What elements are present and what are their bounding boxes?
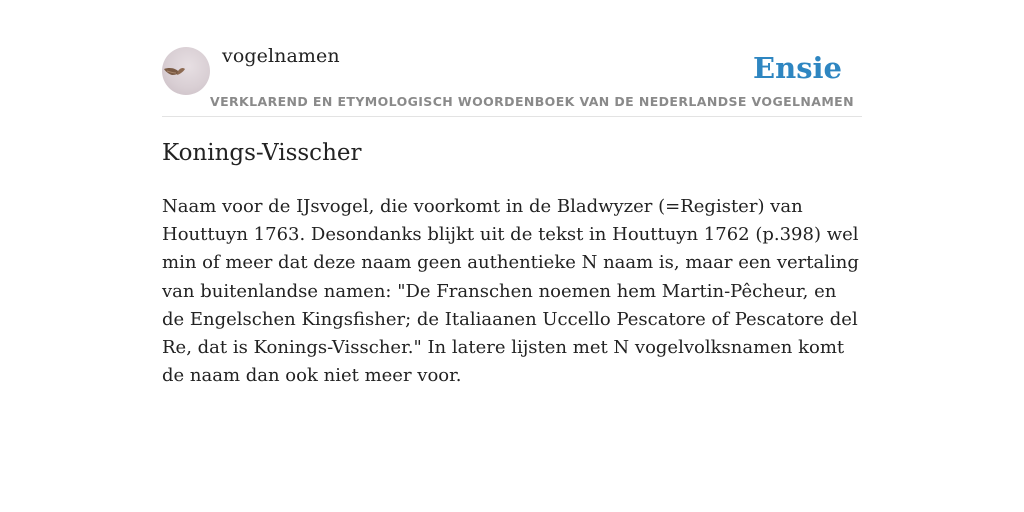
source-subtitle: VERKLAREND EN ETYMOLOGISCH WOORDENBOEK VAN DE NEDERLANDSE VOGELNAMEN	[210, 94, 854, 109]
source-name[interactable]: vogelnamen	[222, 45, 340, 67]
entry-body: Naam voor de IJsvogel, die voorkomt in de Bladwyzer (=Register) van Houttuyn 1763. Desondanks blijkt uit de tekst in Houttuyn 1762 (p.398) wel min of meer dat deze naam geen authentieke N naam is, maar een vertaling van buitenlandse namen: "De Franschen noemen hem Martin-Pêcheur, en de Engelschen Kingsfisher; de Italiaanen Uccello Pescatore of Pescatore del Re, dat is Konings-Visscher." In latere lijsten met N vogelvolksnamen komt de naam dan ook niet meer voor.	[162, 196, 859, 387]
bird-avatar-icon[interactable]	[162, 47, 210, 95]
entry-card	[162, 0, 862, 512]
entry-header	[162, 0, 862, 117]
entry-title: Konings-Visscher	[162, 140, 362, 166]
brand-logo[interactable]: Ensie	[753, 51, 842, 85]
